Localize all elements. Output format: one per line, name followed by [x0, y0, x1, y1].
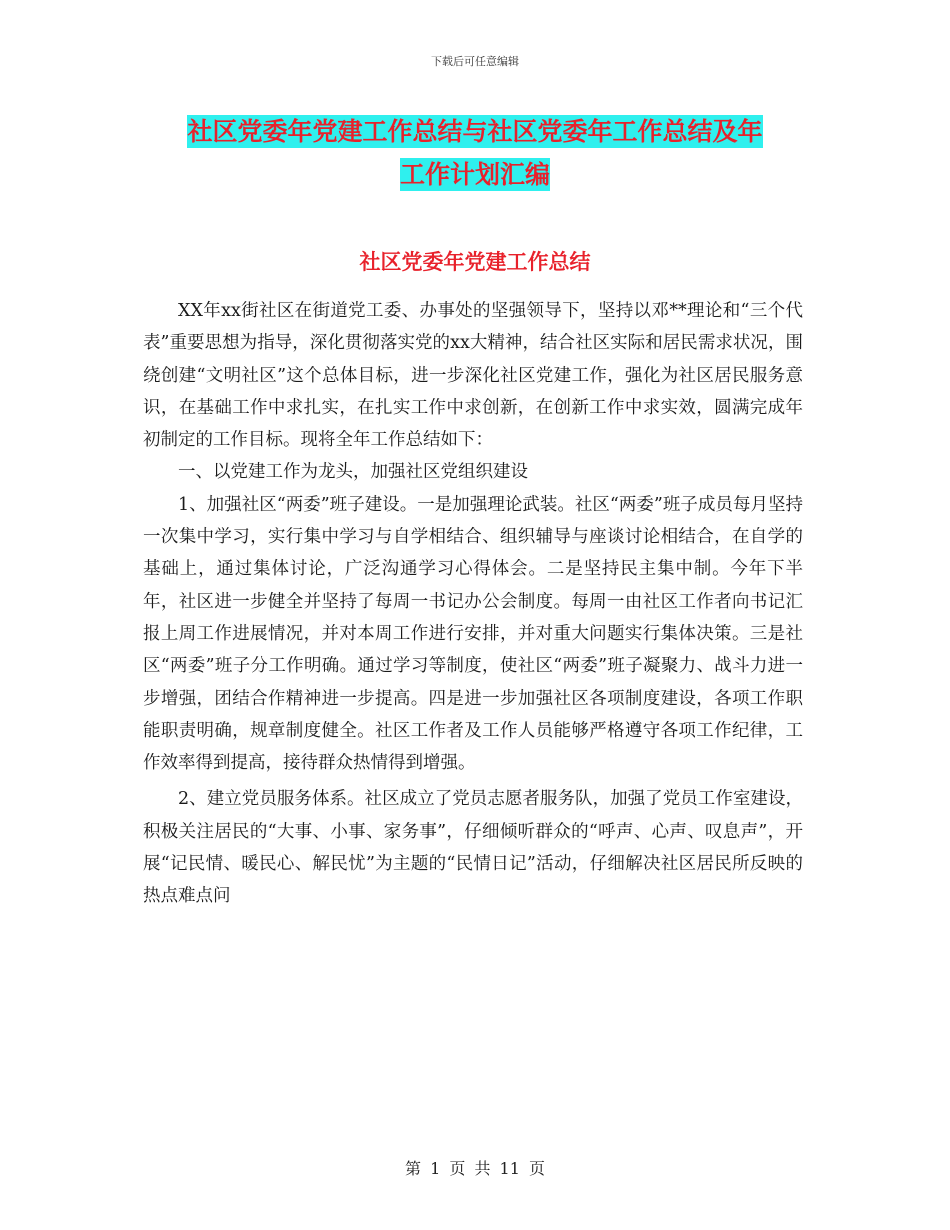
paragraph-heading-1: 一、以党建工作为龙头，加强社区党组织建设	[178, 462, 528, 483]
document-title	[140, 110, 810, 196]
title-line-1: 社区党委年党建工作总结与社区党委年工作总结及年	[187, 117, 763, 146]
paragraph-intro: XX年xx街社区在街道党工委、办事处的坚强领导下，坚持以邓**理论和“三个代表”重要思想为指导，深化贯彻落实党的xx大精神，结合社区实际和居民需求状况，围绕创建“文明社区”这个总体目标，进一步深化社区党建工作，强化为社区居民服务意识，在基础工作中求扎实，在扎实工作中求创新，在创新工作中求实效，圆满完成年初制定的工作目标。现将全年工作总结如下：	[143, 301, 803, 451]
section-title: 社区党委年党建工作总结	[359, 249, 591, 274]
paragraph-item-2: 2、建立党员服务体系。社区成立了党员志愿者服务队，加强了党员工作室建设，积极关注居民的“大事、小事、家务事”，仔细倾听群众的“呼声、心声、叹息声”，开展“记民情、暖民心、解民忧”为主题的“民情日记”活动，仔细解决社区居民所反映的热点难点问	[143, 789, 803, 907]
header-note: 下载后可任意编辑	[431, 55, 519, 68]
page-footer: 第 1 页 共 11 页	[405, 1159, 545, 1178]
title-line-2: 工作计划汇编	[399, 160, 550, 189]
paragraph-item-1: 1、加强社区“两委”班子建设。一是加强理论武装。社区“两委”班子成员每月坚持一次集中学习，实行集中学习与自学相结合、组织辅导与座谈讨论相结合，在自学的基础上，通过集体讨论，广泛沟通学习心得体会。二是坚持民主集中制。今年下半年，社区进一步健全并坚持了每周一书记办公会制度。每周一由社区工作者向书记汇报上周工作进展情况，并对本周工作进行安排，并对重大问题实行集体决策。三是社区“两委”班子分工作明确。通过学习等制度，使社区“两委”班子凝聚力、战斗力进一步增强，团结合作精神进一步提高。四是进一步加强社区各项制度建设，各项工作职能职责明确，规章制度健全。社区工作者及工作人员能够严格遵守各项工作纪律，工作效率得到提高，接待群众热情得到增强。	[143, 494, 803, 774]
body-text	[143, 295, 803, 913]
